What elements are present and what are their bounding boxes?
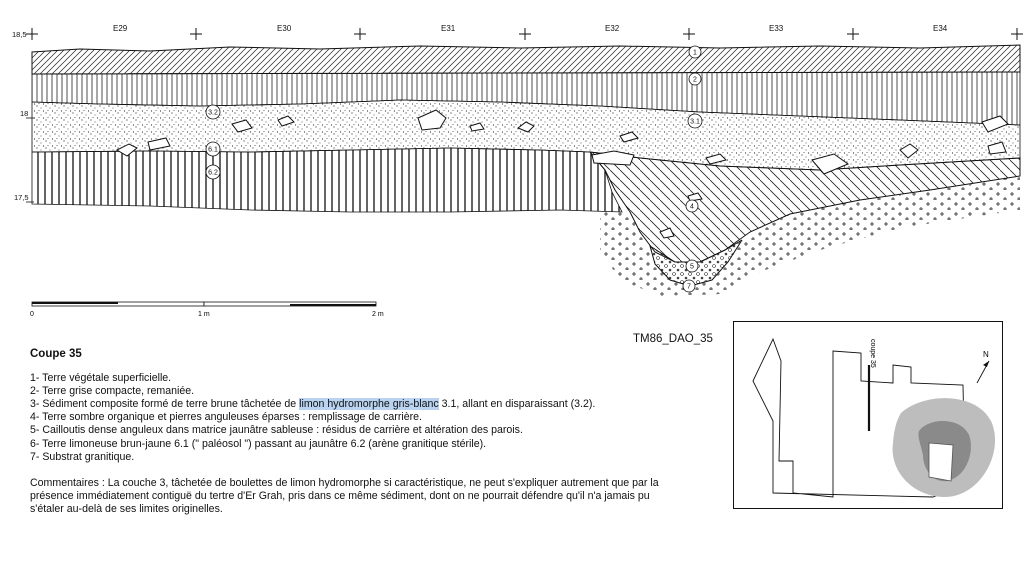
- elevation-label-18: 18: [20, 109, 29, 118]
- layer-6-paleosol: [32, 148, 622, 212]
- legend-item-3: [30, 398, 670, 411]
- legend-item-4: 4- Terre sombre organique et pierres anguleuses éparses : remplissage de carrière.: [30, 411, 422, 424]
- scale-label-0: 0: [30, 311, 34, 318]
- legend-item-1: 1- Terre végétale superficielle.: [30, 372, 172, 385]
- legend-title: Coupe 35: [30, 348, 82, 360]
- legend-item-5: 5- Cailloutis dense anguleux dans matrice jaunâtre sableuse : résidus de carrière et altération des parois.: [30, 424, 523, 437]
- section-legend: [30, 348, 670, 516]
- legend-item-3-text-before: 3- Sédiment composite formé de terre brune tâchetée de: [30, 398, 300, 411]
- legend-item-2: 2- Terre grise compacte, remaniée.: [30, 385, 195, 398]
- drawing-reference-code: TM86_DAO_35: [633, 333, 713, 345]
- scale-bar: [30, 302, 384, 318]
- grid-label-e29: E29: [113, 24, 128, 33]
- scale-label-2m: 2 m: [372, 311, 384, 318]
- layer-label-2: 2: [693, 76, 697, 84]
- grid-label-e33: E33: [769, 24, 784, 33]
- grid-crosses: [26, 28, 1023, 40]
- elevation-label-18-5: 18,5: [12, 30, 27, 39]
- layer-label-4: 4: [690, 203, 694, 211]
- grid-label-e32: E32: [605, 24, 620, 33]
- scale-label-1m: 1 m: [198, 311, 210, 318]
- grid-label-e34: E34: [933, 24, 948, 33]
- layer-label-5: 5: [690, 263, 694, 271]
- layer-label-6-1: 6.1: [208, 146, 218, 154]
- legend-item-3-text-after: 3.1, allant en disparaissant (3.2).: [438, 398, 596, 411]
- layer-label-3-1: 3.1: [690, 118, 700, 126]
- layer-1-topsoil: [32, 45, 1020, 74]
- grid-label-e30: E30: [277, 24, 292, 33]
- north-label: N: [983, 350, 989, 359]
- layer-label-7: 7: [687, 283, 691, 291]
- layer-label-6-2: 6.2: [208, 169, 218, 177]
- commentary-paragraph: Commentaires : La couche 3, tâchetée de boulettes de limon hydromorphe si caractéristique, ne peut s'expliquer autrement que par la présence immédiatement contiguë du tertre d'Er Grah, pris dans ce même sédiment, dont on ne pourrait défendre qu'il n'a jamais pu s'étaler au-delà de ses limites originelles.: [30, 476, 659, 515]
- legend-item-6: 6- Terre limoneuse brun-jaune 6.1 (" paléosol ") passant au jaunâtre 6.2 (arène granitique stérile).: [30, 437, 487, 450]
- legend-item-7: 7- Substrat granitique.: [30, 450, 135, 463]
- highlighted-text[interactable]: limon hydromorphe gris-blanc: [299, 398, 439, 411]
- grid-label-e31: E31: [441, 24, 456, 33]
- layer-label-1: 1: [693, 49, 697, 57]
- site-plan-inset: [733, 321, 1003, 509]
- elevation-label-17-5: 17,5: [14, 193, 29, 202]
- plan-cut-label: coupe 35: [869, 339, 876, 368]
- layer-label-3-2: 3.2: [208, 109, 218, 117]
